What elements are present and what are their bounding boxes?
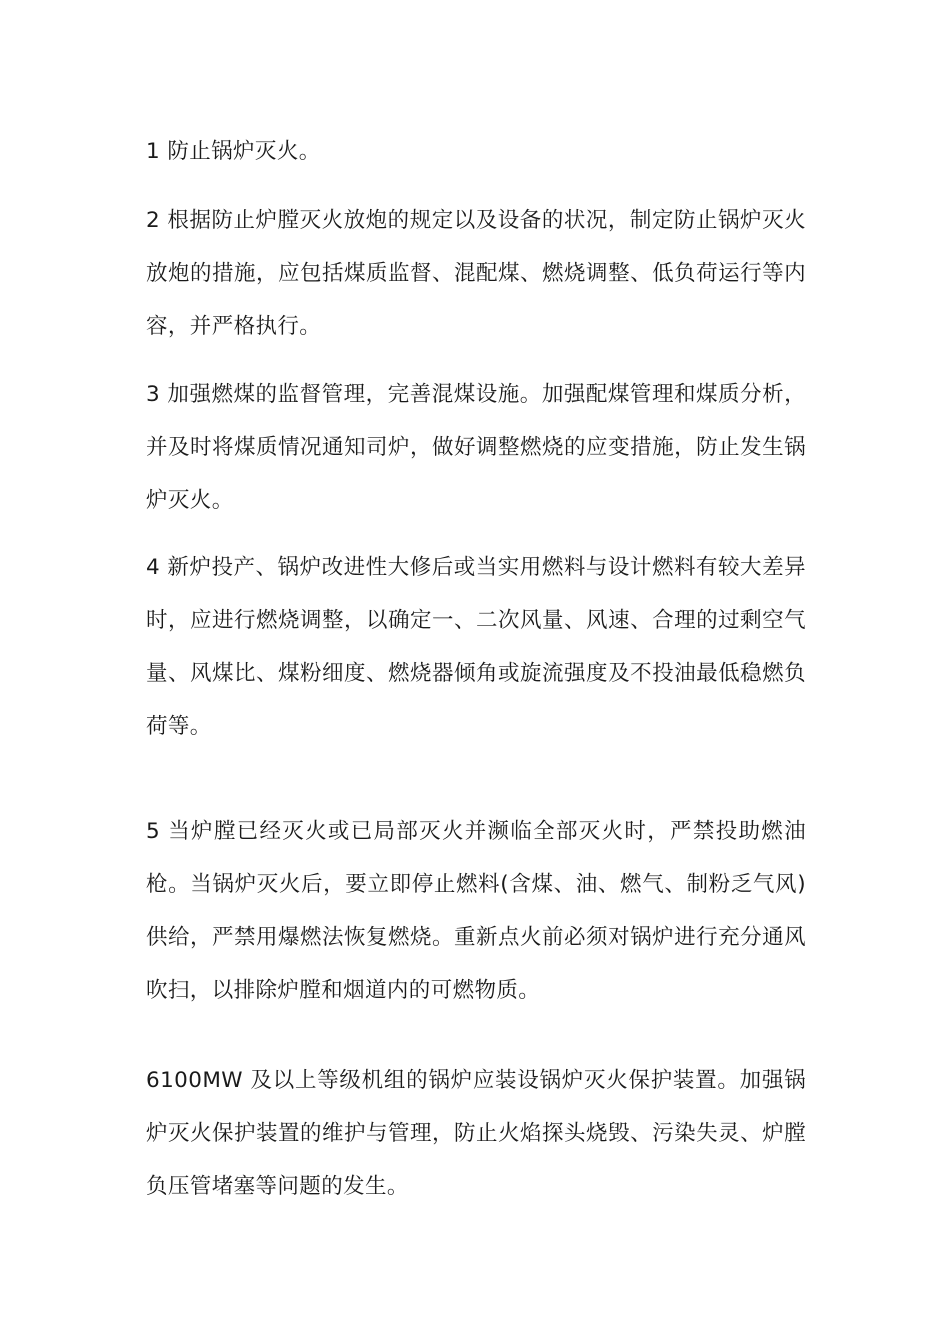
paragraph-1: 1 防止锅炉灭火。	[146, 139, 321, 164]
paragraph-4: 4 新炉投产、锅炉改进性大修后或当实用燃料与设计燃料有较大差异时，应进行燃烧调整，以确定一、二次风量、风速、合理的过剩空气量、风煤比、煤粉细度、燃烧器倾角或旋流强度及不投油最低稳燃负荷等。	[146, 555, 806, 739]
paragraph-2: 2 根据防止炉膛灭火放炮的规定以及设备的状况，制定防止锅炉灭火放炮的措施，应包括煤质监督、混配煤、燃烧调整、低负荷运行等内容，并严格执行。	[146, 208, 806, 339]
paragraph-3: 3 加强燃煤的监督管理，完善混煤设施。加强配煤管理和煤质分析，并及时将煤质情况通知司炉，做好调整燃烧的应变措施，防止发生锅炉灭火。	[146, 382, 806, 513]
paragraph-6: 6100MW 及以上等级机组的锅炉应装设锅炉灭火保护装置。加强锅炉灭火保护装置的维护与管理，防止火焰探头烧毁、污染失灵、炉膛负压管堵塞等问题的发生。	[146, 1068, 806, 1199]
paragraph-5: 5 当炉膛已经灭火或已局部灭火并濒临全部灭火时，严禁投助燃油枪。当锅炉灭火后，要立即停止燃料(含煤、油、燃气、制粉乏气风)供给，严禁用爆燃法恢复燃烧。重新点火前必须对锅炉进行充分通风吹扫，以排除炉膛和烟道内的可燃物质。	[146, 819, 806, 1003]
